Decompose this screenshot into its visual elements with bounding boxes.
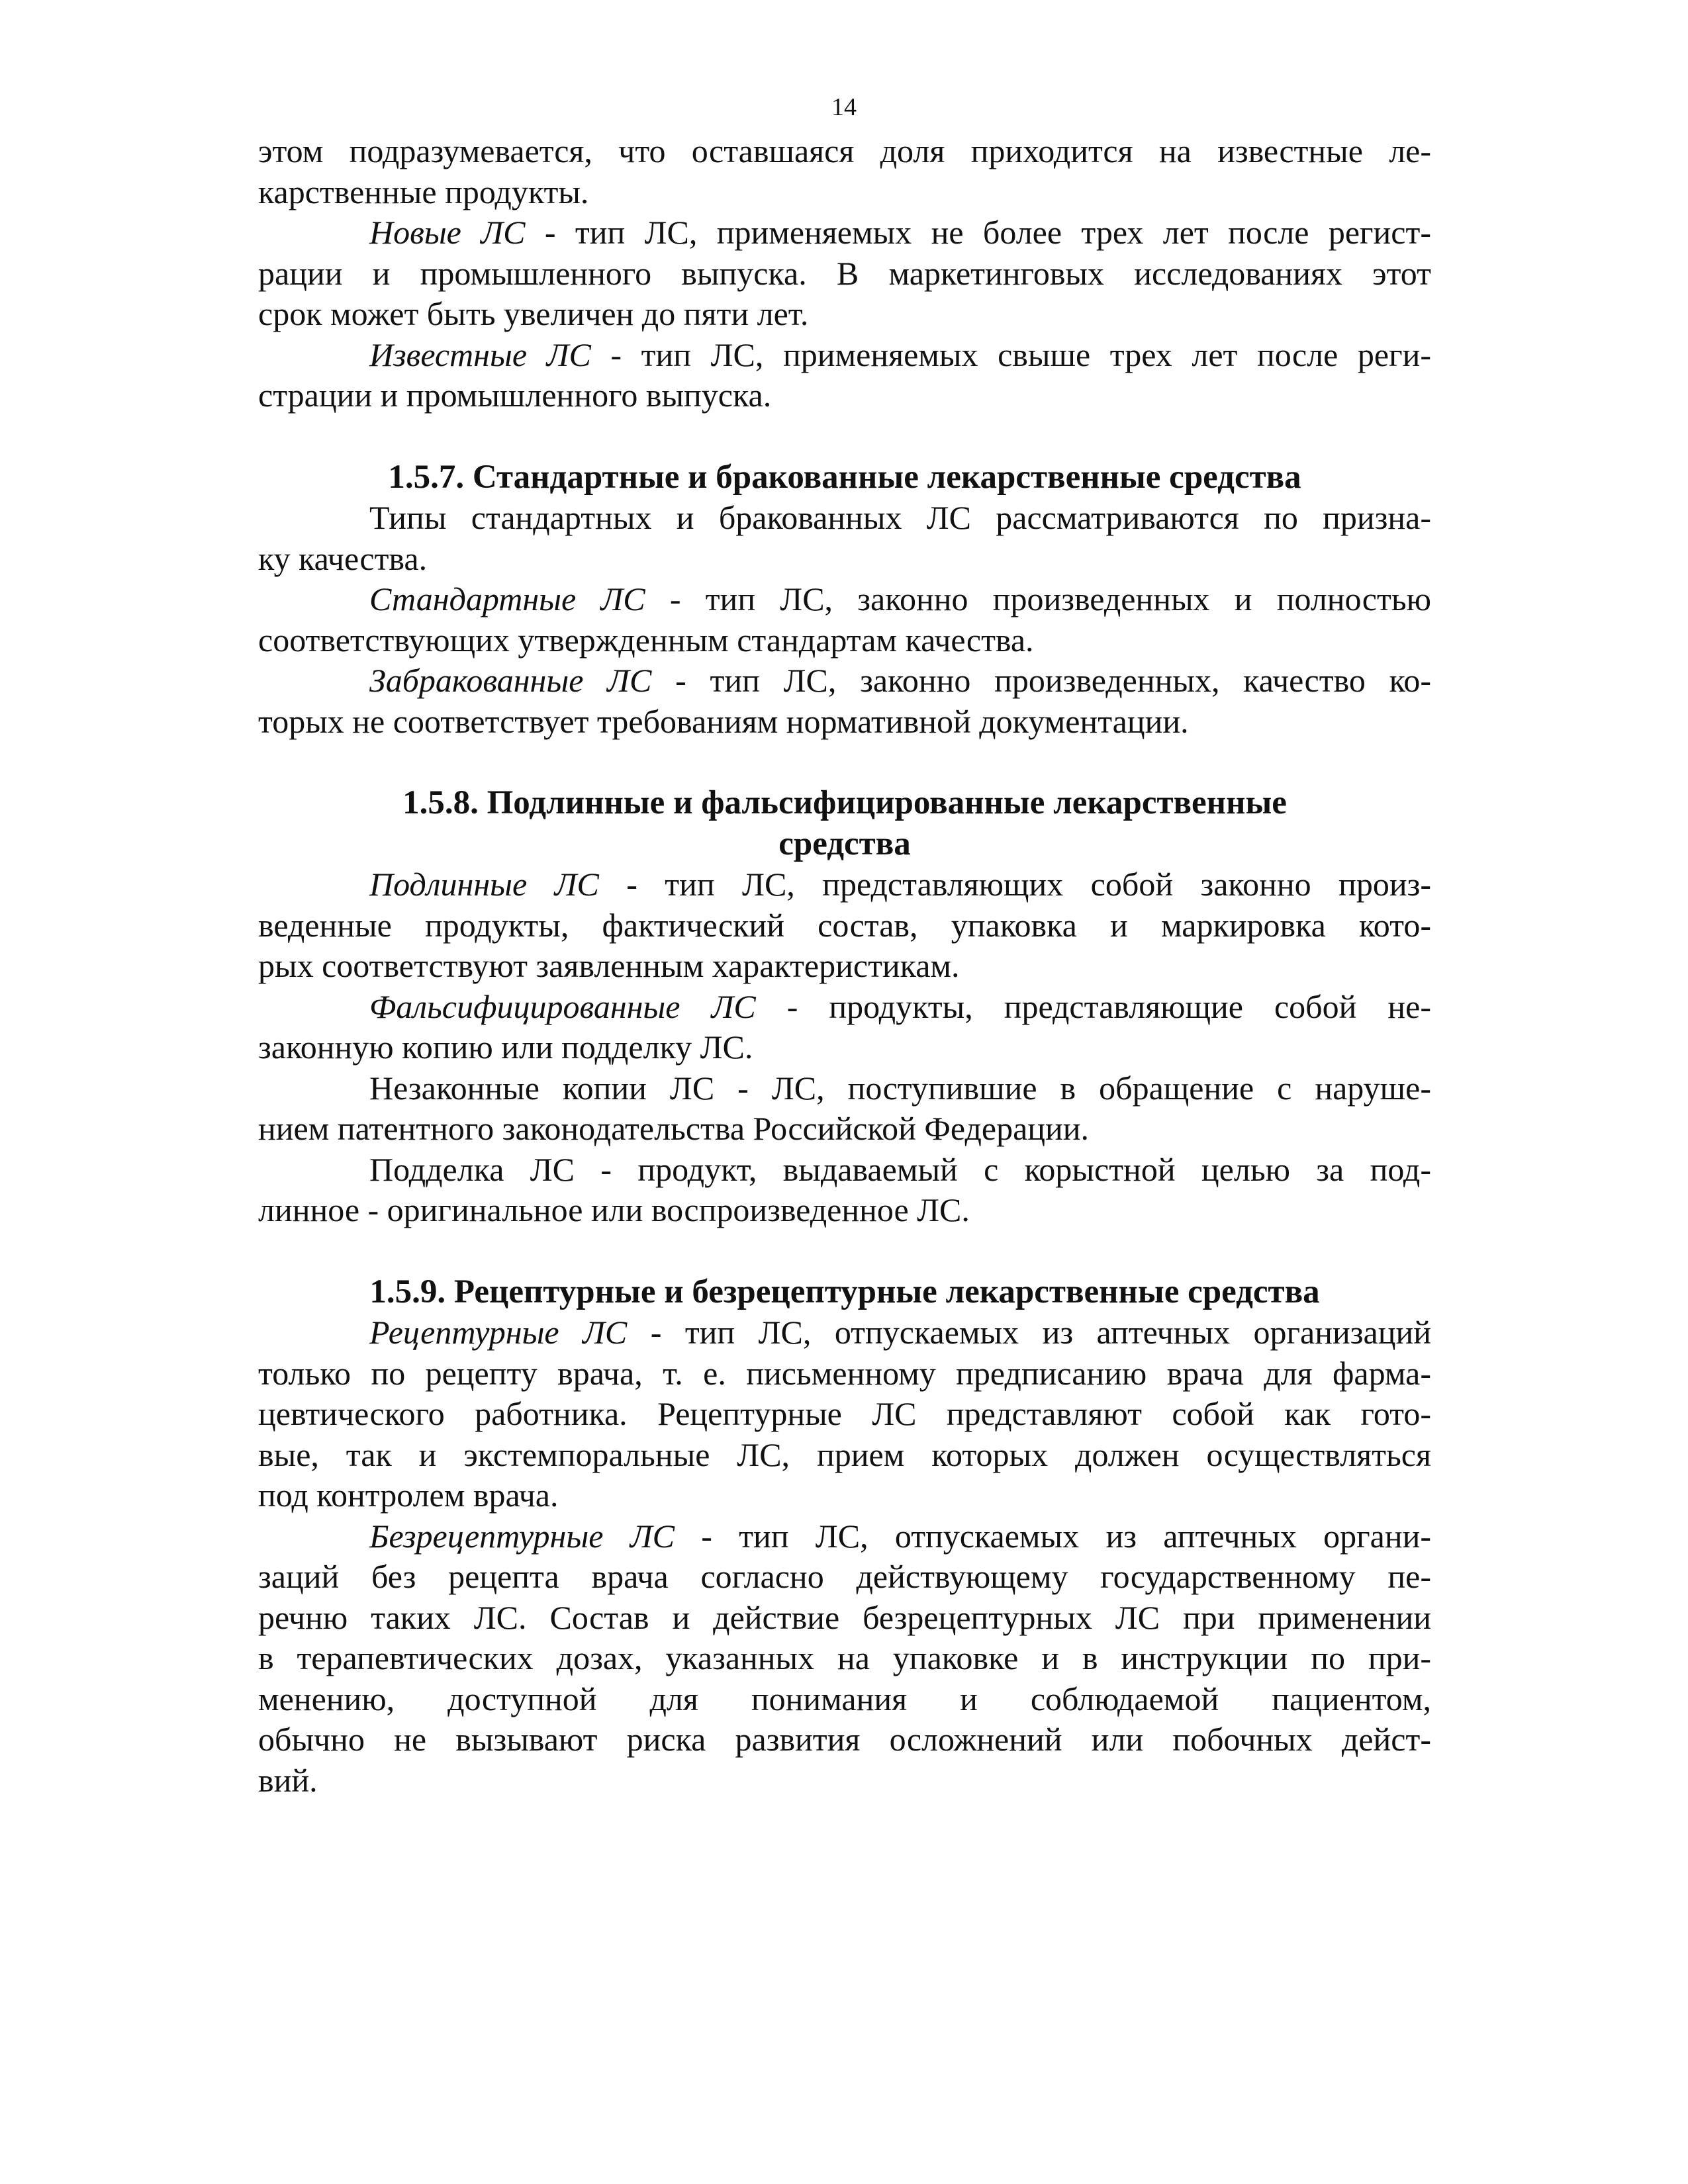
term-rejected-drugs: Забракованные ЛС [369, 662, 652, 699]
definition-prescription-drugs [258, 1312, 1431, 1353]
text-line: линное - оригинальное или воспроизведенное ЛС. [258, 1191, 970, 1228]
text-line: обычно не вызывают риска развития осложнений или побочных дейст- [258, 1721, 1431, 1758]
text-line: Типы стандартных и бракованных ЛС рассматриваются по призна- [369, 499, 1431, 536]
text-line: - тип ЛС, законно произведенных, качество ко- [651, 662, 1431, 699]
text-line: - тип ЛС, представляющих собой законно произ- [598, 866, 1431, 903]
text-line: соответствующих утвержденным стандартам качества. [258, 621, 1034, 659]
section-heading-cont: средства [778, 825, 911, 862]
text-line: рых соответствуют заявленным характеристикам. [258, 947, 960, 984]
section-1-5-7 [258, 457, 1431, 743]
definition-known-drugs [258, 335, 1431, 376]
paragraph-illegal-copies [258, 1068, 1431, 1109]
text-line: заций без рецепта врача согласно действующему государственному пе- [258, 1558, 1431, 1595]
definition-otc-drugs [258, 1516, 1431, 1557]
term-known-drugs: Известные ЛС [369, 336, 591, 373]
text-line: нием патентного законодательства Российской Федерации. [258, 1110, 1090, 1147]
text-line: Подделка ЛС - продукт, выдаваемый с корыстной целью за под- [369, 1150, 1431, 1188]
text-line: только по рецепту врача, т. е. письменному предписанию врача для фарма- [258, 1354, 1431, 1392]
text-line: рации и промышленного выпуска. В маркетинговых исследованиях этот [258, 254, 1431, 292]
section-heading: 1.5.8. Подлинные и фальсифицированные лекарственные [402, 784, 1287, 821]
section-heading: 1.5.9. Рецептурные и безрецептурные лекарственные средства [369, 1273, 1320, 1310]
text-line: законную копию или подделку ЛС. [258, 1028, 753, 1066]
page-body [258, 131, 1431, 1801]
term-new-drugs: Новые ЛС [369, 214, 526, 251]
intro-block [258, 131, 1431, 416]
text-line: срок может быть увеличен до пяти лет. [258, 295, 809, 332]
definition-rejected-drugs [258, 660, 1431, 702]
section-heading: 1.5.7. Стандартные и бракованные лекарственные средства [388, 458, 1301, 496]
text-line: - тип ЛС, применяемых не более трех лет после регист- [525, 214, 1431, 251]
text-line: менению, доступной для понимания и соблюдаемой пациентом, [258, 1680, 1431, 1717]
text-line: торых не соответствует требованиям нормативной документации. [258, 702, 1189, 740]
text-line: вые, так и экстемпоральные ЛС, прием которых должен осуществляться [258, 1435, 1431, 1473]
text-line: под контролем врача. [258, 1477, 559, 1514]
text-line: речню таких ЛС. Состав и действие безрецептурных ЛС при применении [258, 1598, 1431, 1636]
definition-new-drugs [258, 212, 1431, 253]
section-1-5-8 [258, 783, 1431, 1231]
term-prescription-drugs: Рецептурные ЛС [369, 1314, 628, 1351]
term-otc-drugs: Безрецептурные ЛС [369, 1517, 675, 1555]
paragraph-intro [258, 498, 1431, 539]
text-line: - тип ЛС, применяемых свыше трех лет после реги- [590, 336, 1431, 373]
text-line: вий. [258, 1761, 318, 1799]
definition-standard-drugs [258, 579, 1431, 620]
term-falsified-drugs: Фальсифицированные ЛС [369, 987, 756, 1025]
text-line: - тип ЛС, отпускаемых из аптечных организаций [627, 1314, 1431, 1351]
text-line: - продукты, представляющие собой не- [755, 987, 1431, 1025]
text-line: этом подразумевается, что оставшаяся доля приходится на известные ле- [258, 132, 1431, 169]
text-line: ку качества. [258, 539, 428, 577]
text-line: - тип ЛС, законно произведенных и полностью [645, 580, 1431, 617]
text-line: страции и промышленного выпуска. [258, 377, 772, 414]
term-standard-drugs: Стандартные ЛС [369, 580, 645, 617]
paragraph-fake-drugs [258, 1150, 1431, 1191]
definition-genuine-drugs [258, 864, 1431, 905]
section-1-5-9 [258, 1272, 1431, 1801]
text-line: в терапевтических дозах, указанных на упаковке и в инструкции по при- [258, 1639, 1431, 1676]
text-line: карственные продукты. [258, 173, 589, 210]
text-line: Незаконные копии ЛС - ЛС, поступившие в обращение с наруше- [369, 1069, 1431, 1107]
term-genuine-drugs: Подлинные ЛС [369, 866, 599, 903]
text-line: цевтического работника. Рецептурные ЛС представляют собой как гото- [258, 1395, 1431, 1432]
definition-falsified-drugs [258, 987, 1431, 1028]
text-line: веденные продукты, фактический состав, упаковка и маркировка кото- [258, 906, 1431, 944]
text-line: - тип ЛС, отпускаемых из аптечных органи- [674, 1517, 1431, 1555]
page-number: 14 [831, 93, 857, 121]
